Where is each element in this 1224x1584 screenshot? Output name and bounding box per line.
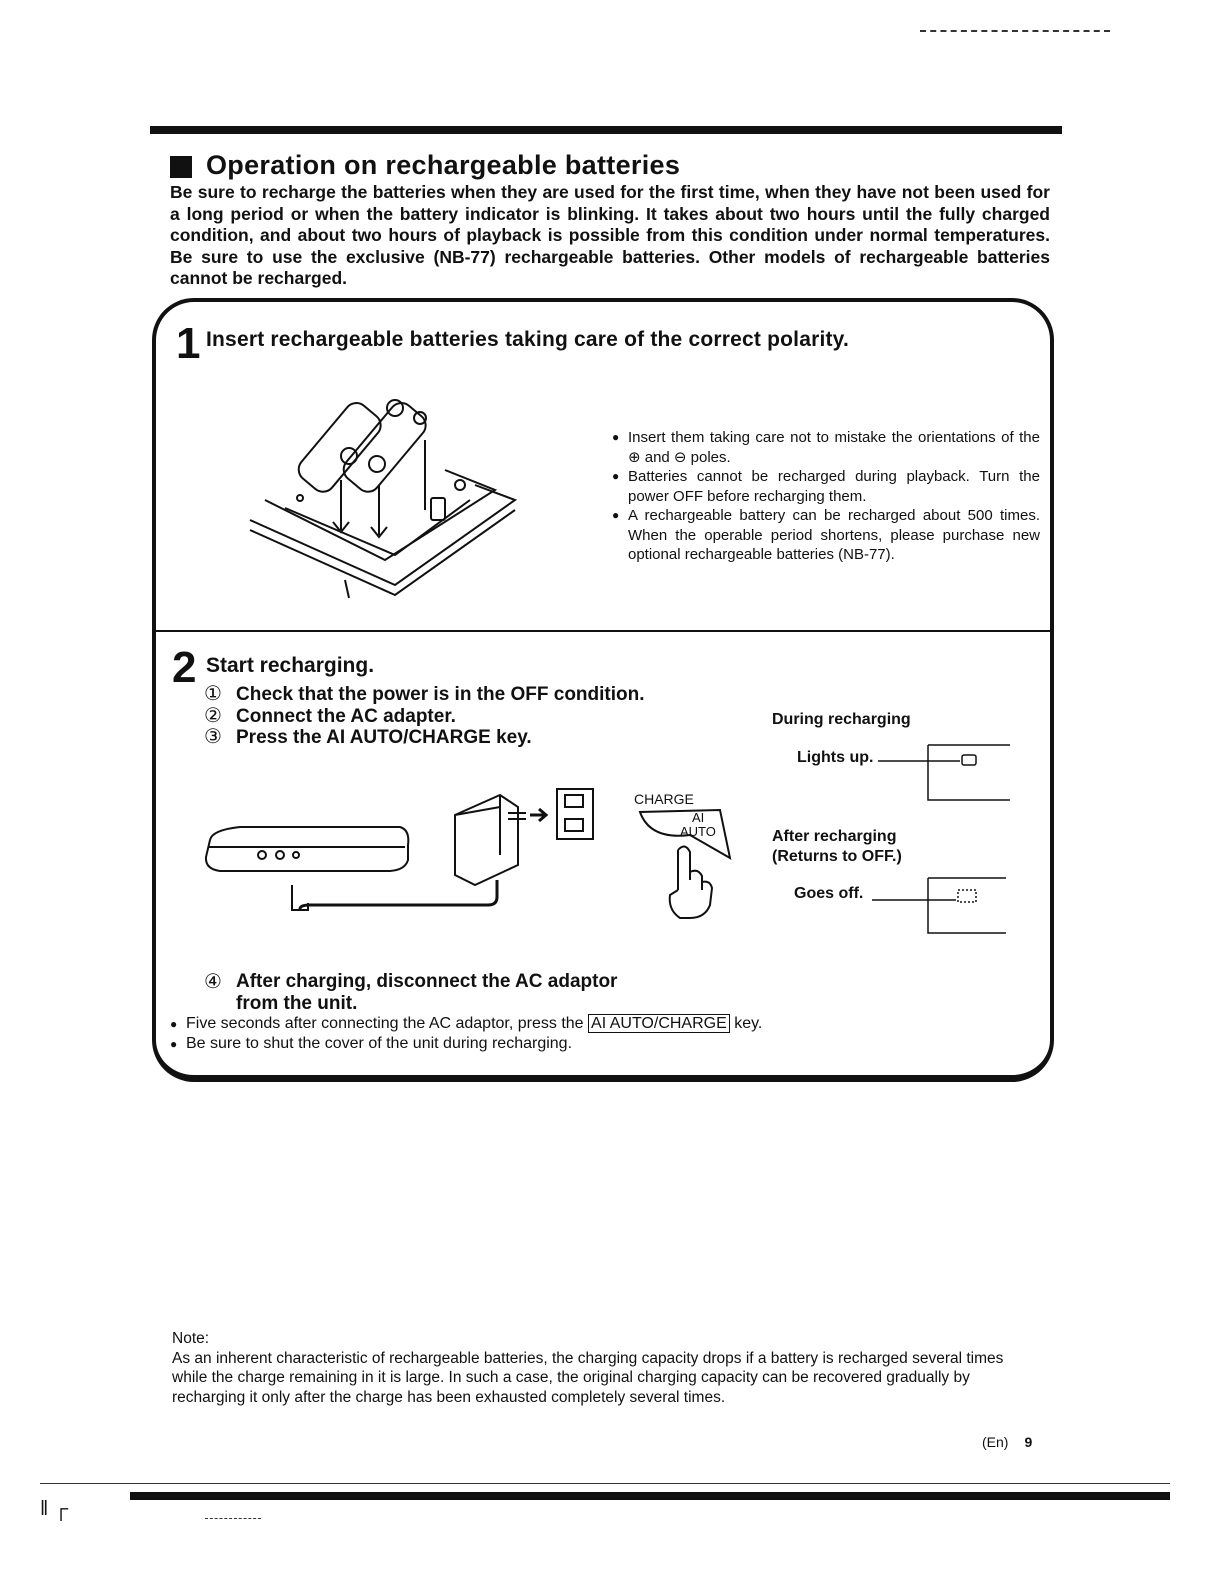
charge-key-hand-illustration: [630, 790, 740, 920]
footer-rule: [130, 1492, 1170, 1500]
step1-bullets: [612, 428, 1040, 565]
step2-notes: [170, 1014, 762, 1054]
heading-square-icon: [170, 156, 192, 178]
substep-marker: ③: [204, 726, 222, 748]
page-footer: [982, 1434, 1032, 1450]
list-item: [204, 684, 645, 706]
step2-substeps: [204, 684, 645, 749]
box-divider: [156, 630, 1050, 632]
binding-marks: ‖ ┌: [40, 1498, 68, 1520]
top-dashed-rule: [920, 30, 1110, 32]
note-text: key.: [734, 1015, 763, 1032]
note-text: As an inherent characteristic of rechargeable batteries, the charging capacity drops if a battery is recharged several times while the charge remaining in it is large. In such a case, the original charging capacity can be recovered gradually by recharging it only after the charge has been exhausted completely several times.: [172, 1349, 1004, 1406]
step4-text: [236, 971, 617, 1015]
ai-auto-charge-key-label: AI AUTO/CHARGE: [588, 1014, 730, 1033]
substep-marker: ④: [204, 971, 222, 993]
list-item: [170, 1014, 762, 1034]
list-item: ● A rechargeable battery can be recharged about 500 times. When the operable period shortens, please purchase new optional rechargeable batteries (NB-77).: [612, 506, 1040, 565]
ac-adapter-illustration: [200, 785, 610, 920]
note-label: Note:: [172, 1330, 210, 1347]
step1-number: 1: [176, 319, 201, 368]
indicator-off-diagram: [872, 878, 1012, 938]
substep-text: Connect the AC adapter.: [236, 705, 456, 727]
section-heading: [170, 150, 680, 181]
step4-line2: from the unit.: [236, 993, 358, 1014]
step1-title: Insert rechargeable batteries taking care of the correct polarity.: [206, 328, 850, 351]
list-item: [204, 706, 645, 728]
charge-label: CHARGE: [634, 791, 694, 807]
after-recharging-label: [772, 827, 902, 867]
list-item: ● Insert them taking care not to mistake the orientations of the ⊕ and ⊖ poles.: [612, 428, 1040, 467]
after-recharging-text: After recharging: [772, 828, 897, 845]
battery-indicator-off-icon: [958, 890, 976, 902]
returns-off-text: (Returns to OFF.): [772, 848, 902, 865]
lights-up-label: Lights up.: [797, 749, 874, 766]
note-text: Five seconds after connecting the AC adaptor, press the: [186, 1015, 584, 1032]
page-number: 9: [1024, 1434, 1033, 1450]
step2-number: 2: [172, 643, 197, 692]
list-item: [204, 727, 645, 749]
substep-marker: ②: [204, 704, 222, 727]
list-item: ● Be sure to shut the cover of the unit during recharging.: [170, 1034, 762, 1054]
substep-marker: ①: [204, 683, 222, 705]
footer-thin-rule: [40, 1483, 1170, 1484]
auto-label: AUTO: [680, 824, 716, 839]
substep-text: Check that the power is in the OFF condition.: [236, 684, 645, 705]
intro-paragraph: Be sure to recharge the batteries when they are used for the first time, when they have not been used for a long period or when the battery indicator is blinking. It takes about two hours until the fully charged condition, and about two hours of playback is possible from this condition under normal temperatures. Be sure to use the exclusive (NB-77) rechargeable batteries. Other models of rechargeable batteries cannot be recharged.: [170, 182, 1050, 288]
step2-title: Start recharging.: [206, 654, 375, 677]
during-recharging-label: During recharging: [772, 711, 911, 728]
header-rule: [150, 126, 1062, 134]
section-title: Operation on rechargeable batteries: [206, 150, 681, 180]
language-code: (En): [982, 1434, 1009, 1450]
battery-indicator-icon: [962, 755, 976, 765]
step4-line1: After charging, disconnect the AC adaptor: [236, 971, 618, 992]
goes-off-label: Goes off.: [794, 885, 864, 902]
battery-insertion-illustration: [245, 380, 525, 600]
substep-text: Press the AI AUTO/CHARGE key.: [236, 727, 532, 748]
note-section: [172, 1329, 1042, 1407]
footer-dashes: [205, 1518, 261, 1519]
ai-label: AI: [692, 810, 705, 825]
indicator-on-diagram: [878, 745, 1013, 805]
list-item: ● Batteries cannot be recharged during playback. Turn the power OFF before recharging them.: [612, 467, 1040, 506]
step4: [204, 971, 617, 1015]
